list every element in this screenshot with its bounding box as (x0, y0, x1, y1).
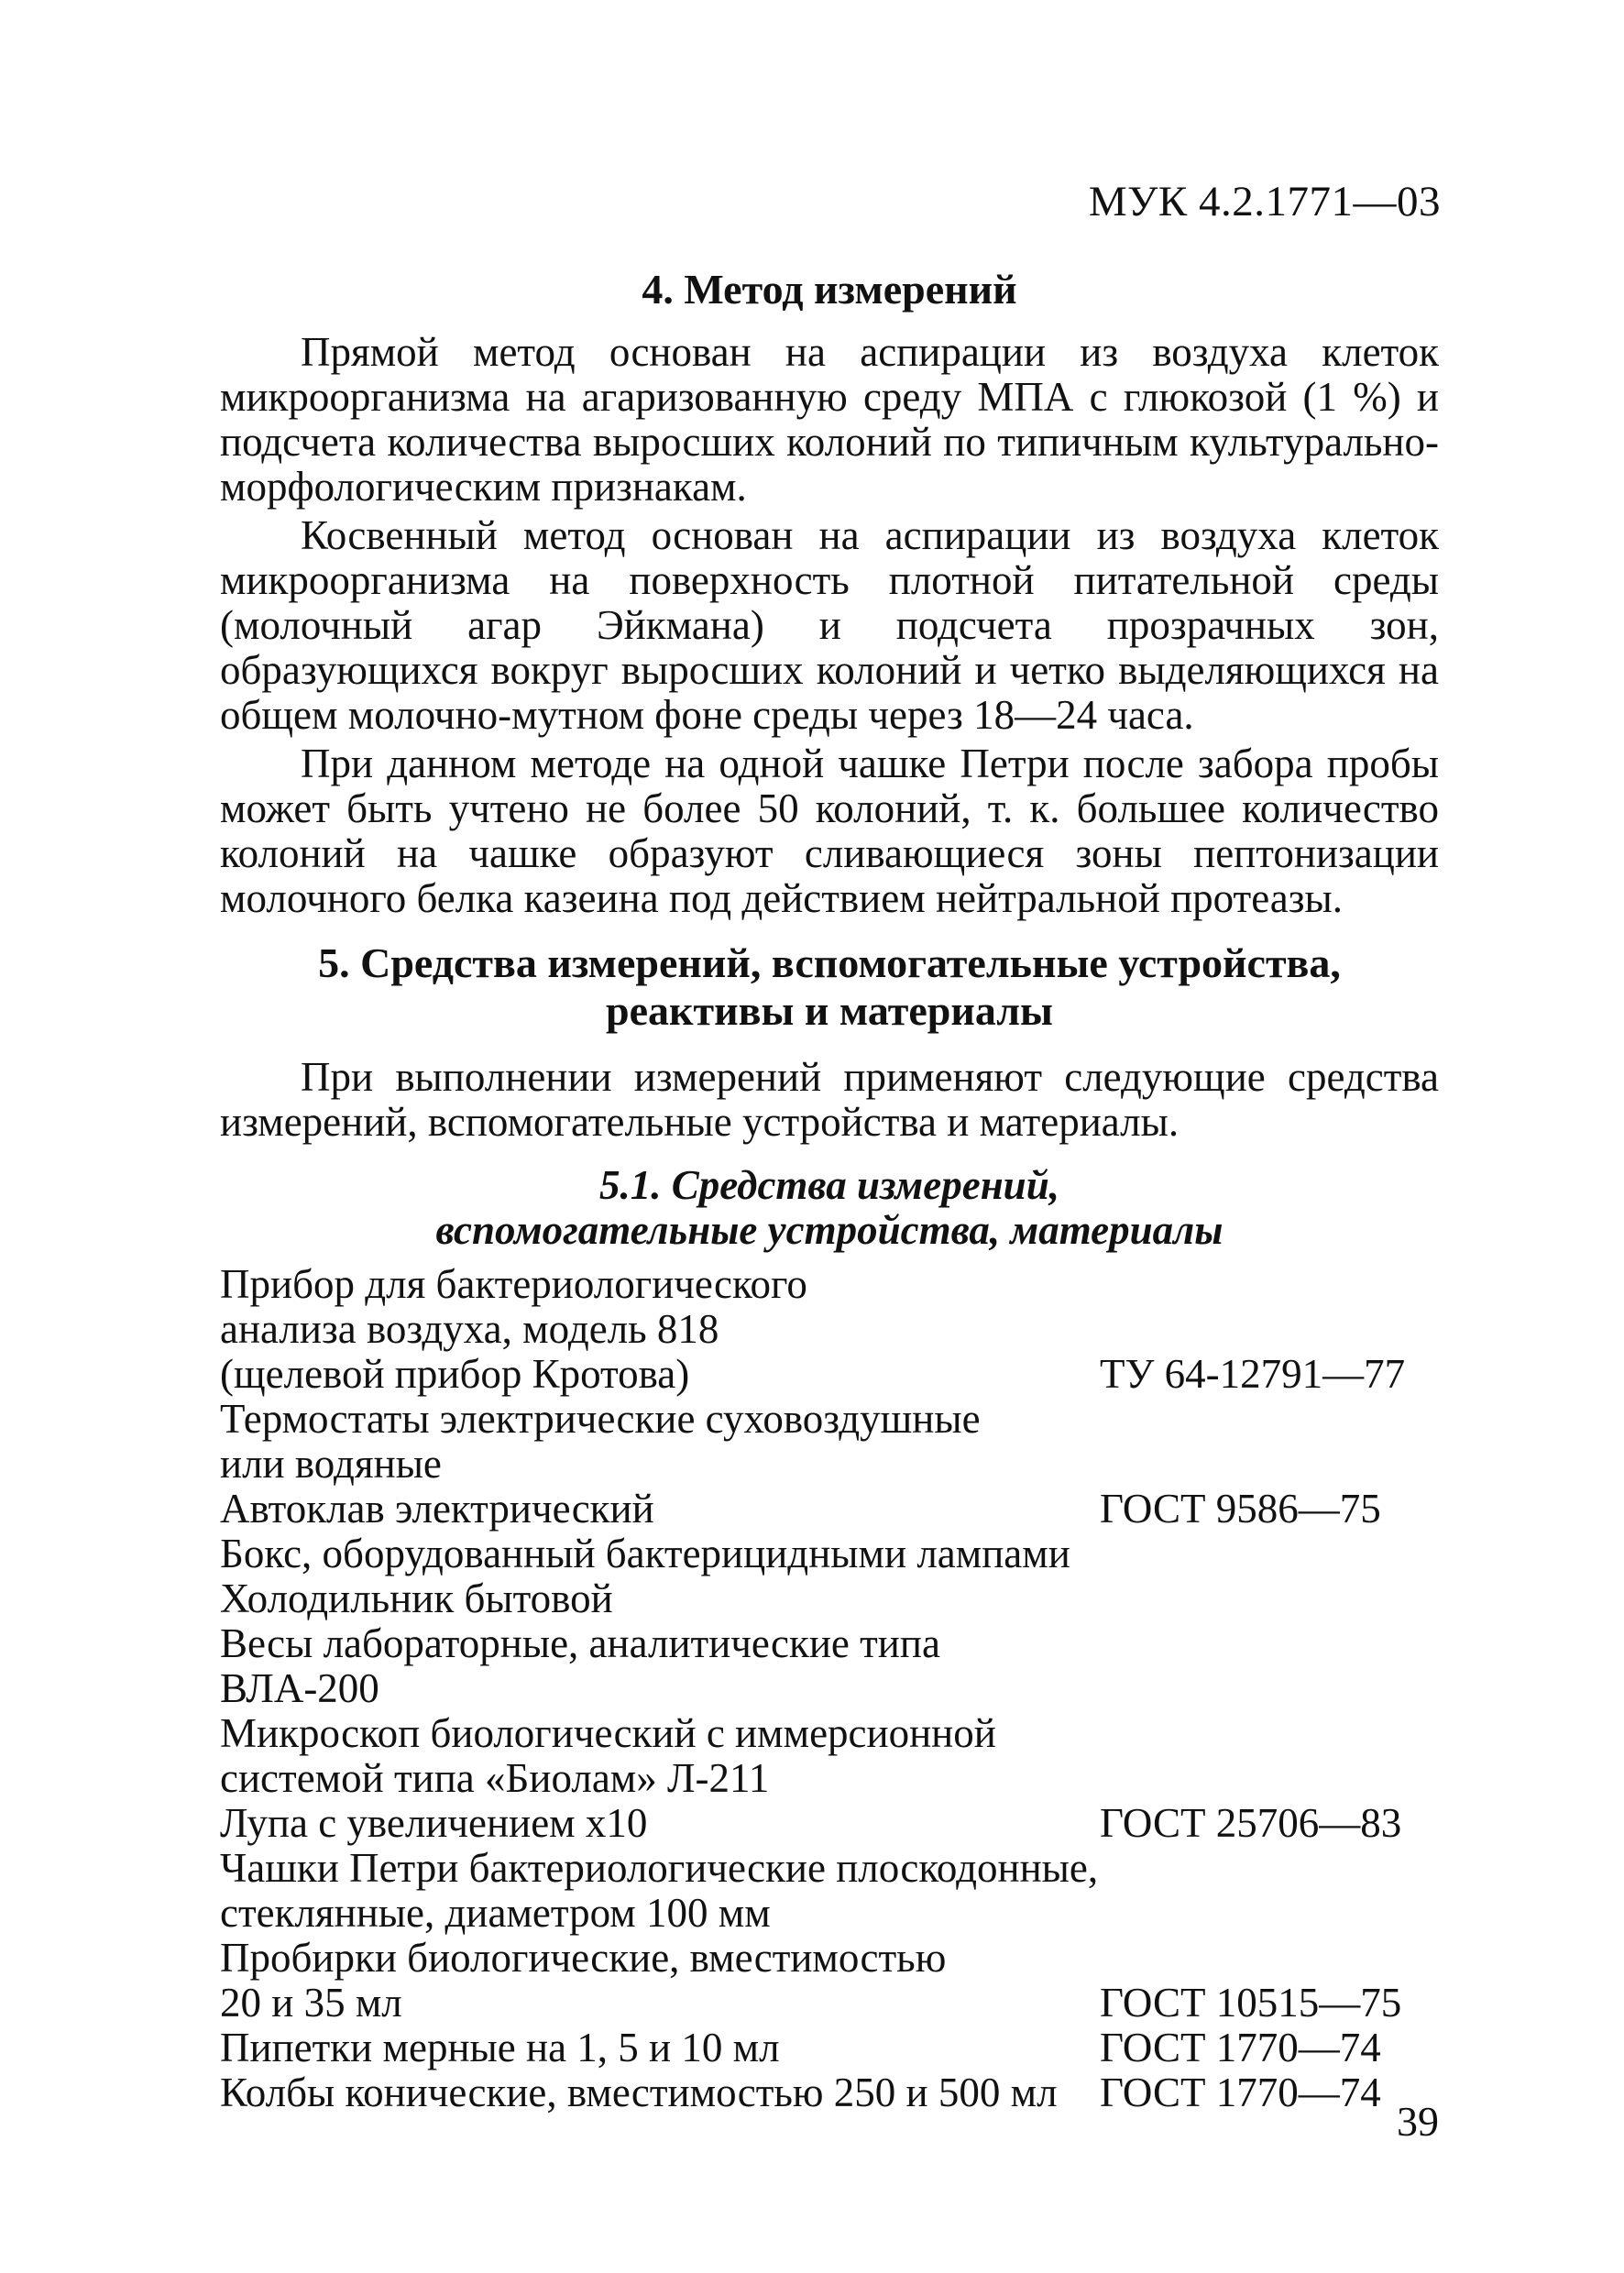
equipment-item (220, 1846, 1439, 1936)
equipment-name-line: Автоклав электрический (220, 1486, 654, 1532)
equipment-name (220, 2026, 1100, 2070)
equipment-name (220, 1262, 1100, 1397)
equipment-standard: ГОСТ 9586—75 (1100, 1486, 1381, 1532)
equipment-name-line: анализа воздуха, модель 818 (220, 1306, 719, 1352)
equipment-name-line: системой типа «Биолам» Л-211 (220, 1755, 770, 1801)
equipment-name-line: Пипетки мерные на 1, 5 и 10 мл (220, 2025, 780, 2070)
equipment-item (220, 1532, 1439, 1576)
paragraph: Прямой метод основан на аспирации из воздуха клеток микроорганизма на агаризованную среду МПА с глюкозой (1 %) и подсчета количества выросших колоний по типичным культурально-морфологическим признакам. (220, 329, 1439, 510)
section-5-title (220, 939, 1439, 1035)
equipment-standard: ГОСТ 10515—75 (1100, 1980, 1402, 2026)
equipment-item (220, 1621, 1439, 1711)
equipment-standard: ТУ 64-12791—77 (1100, 1351, 1406, 1397)
subsection-title-line: 5.1. Средства измерений, (599, 1162, 1059, 1208)
equipment-item (220, 2070, 1439, 2115)
section-4-title: 4. Метод измерений (642, 266, 1017, 313)
equipment-name-line: Пробирки биологические, вместимостью (220, 1935, 947, 1981)
equipment-name (220, 1801, 1100, 1846)
equipment-name-line: Холодильник бытовой (220, 1576, 613, 1621)
equipment-item (220, 1936, 1439, 2026)
equipment-name-line: 20 и 35 мл (220, 1980, 402, 2026)
equipment-name-line: или водяные (220, 1441, 442, 1487)
equipment-item (220, 1262, 1439, 1397)
paragraph: Косвенный метод основан на аспирации из воздуха клеток микроорганизма на поверхность плотной питательной среды (молочный агар Эйкмана) и подсчета прозрачных зон, образующихся вокруг выросших колоний и четко выделяющихся на общем молочно-мутном фоне среды через 18—24 часа. (220, 512, 1439, 738)
equipment-name (220, 1711, 1100, 1801)
section-5-intro: При выполнении измерений применяют следующие средства измерений, вспомогательные устройства и материалы. (220, 1054, 1439, 1145)
subsection-title-line: вспомогательные устройства, материалы (435, 1207, 1223, 1253)
subsection-5-1-title (220, 1163, 1439, 1253)
page-number: 39 (1397, 2098, 1439, 2145)
equipment-name-line: стеклянные, диаметром 100 мм (220, 1890, 771, 1936)
equipment-name (220, 2070, 1100, 2115)
equipment-name-line: Прибор для бактериологического (220, 1261, 807, 1307)
section-5-title-line: реактивы и материалы (606, 987, 1053, 1034)
equipment-name (220, 1532, 1100, 1576)
section-5-title-line: 5. Средства измерений, вспомогательные устройства, (318, 939, 1341, 986)
equipment-name-line: Бокс, оборудованный бактерицидными лампами (220, 1531, 1070, 1576)
equipment-name (220, 1936, 1100, 2026)
section-4-body (220, 330, 1439, 921)
equipment-name (220, 1621, 1100, 1711)
equipment-name (220, 1487, 1100, 1532)
equipment-standard: ГОСТ 1770—74 (1100, 2025, 1381, 2070)
equipment-name (220, 1846, 1100, 1936)
equipment-name-line: (щелевой прибор Кротова) (220, 1351, 690, 1397)
equipment-name-line: Весы лабораторные, аналитические типа ВЛА-200 (220, 1620, 940, 1711)
equipment-name (220, 1397, 1100, 1487)
equipment-item (220, 2026, 1439, 2070)
equipment-name-line: Лупа с увеличением х10 (220, 1800, 648, 1846)
equipment-name-line: Колбы конические, вместимостью 250 и 500 мл (220, 2070, 1058, 2115)
equipment-name (220, 1576, 1100, 1621)
equipment-name-line: Термостаты электрические суховоздушные (220, 1396, 981, 1442)
equipment-item (220, 1397, 1439, 1487)
paragraph: При данном методе на одной чашке Петри после забора пробы может быть учтено не более 50 колоний, т. к. большее количество колоний на чашке образуют сливающиеся зоны пептонизации молочного белка казеина под действием нейтральной протеазы. (220, 741, 1439, 921)
equipment-item (220, 1711, 1439, 1801)
page-content (220, 266, 1439, 2115)
equipment-standard: ГОСТ 25706—83 (1100, 1800, 1402, 1846)
equipment-list (220, 1262, 1439, 2115)
equipment-name-line: Микроскоп биологический с иммерсионной (220, 1710, 996, 1756)
equipment-item (220, 1576, 1439, 1621)
document-code: МУК 4.2.1771—03 (1088, 178, 1441, 225)
equipment-item (220, 1801, 1439, 1846)
equipment-item (220, 1487, 1439, 1532)
equipment-standard: ГОСТ 1770—74 (1100, 2070, 1381, 2115)
equipment-name-line: Чашки Петри бактериологические плоскодонные, (220, 1845, 1099, 1891)
